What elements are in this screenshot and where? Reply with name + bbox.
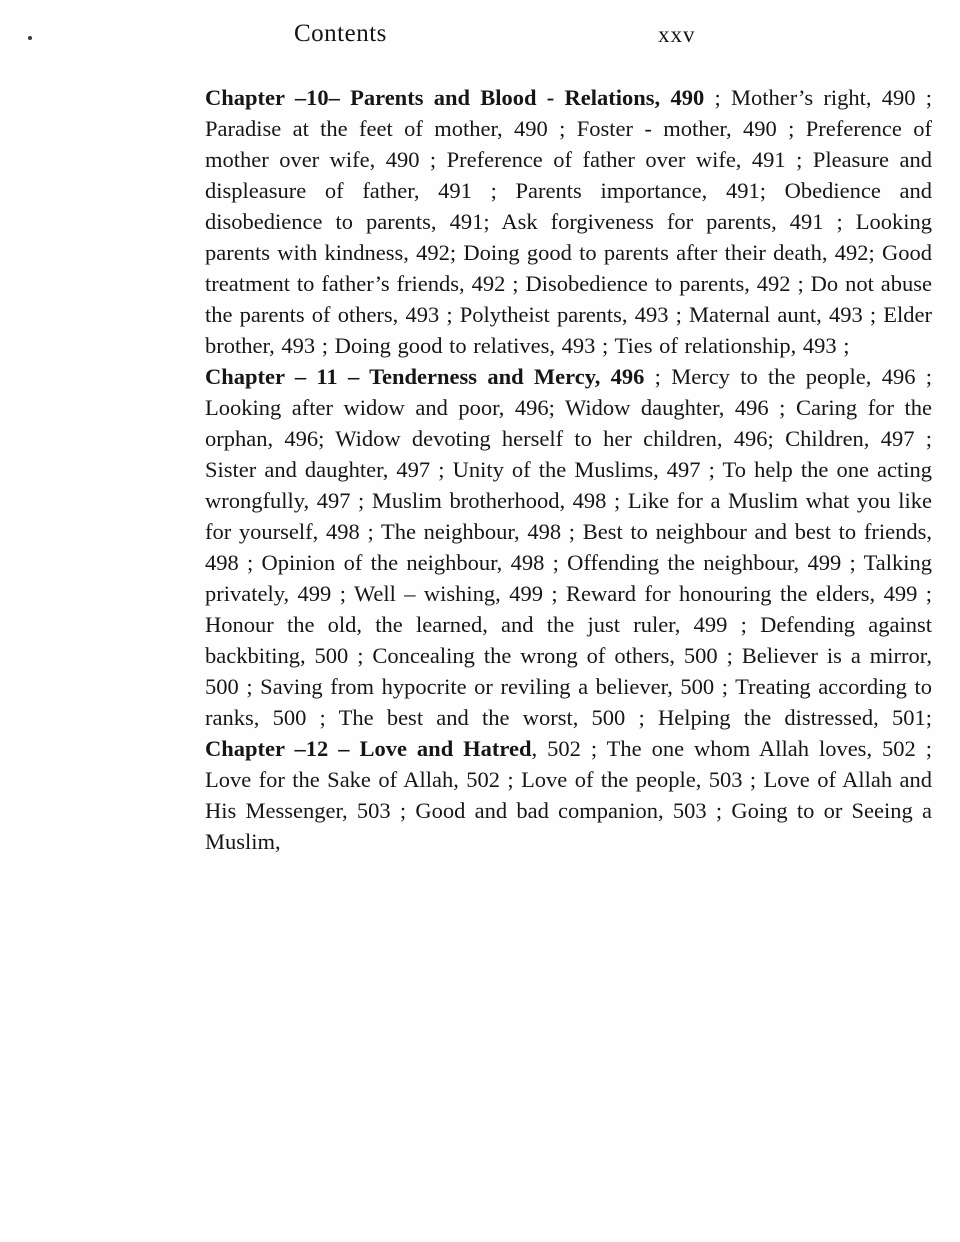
toc-entries-run: ; Mother’s right, 490 ; Paradise at the feet of mother, 490 ; Foster - mother, 490 ; Preference of mother over wife, 490 ; Preference of father over wife, 491 ; Pleasure and displeasure of father, 491 ; Parents importance, 491; Obedience and disobedience to parents, 491; Ask forgiveness for parents, 491 ; Looking parents with kindness, 492; Doing good to parents after their death, 492; Good treatment to father’s friends, 492 ; Disobedience to parents, 492 ; Do not abuse the parents of others, 493 ; Polytheist parents, 493 ; Maternal aunt, 493 ; Elder brother, 493 ; Doing good to relatives, 493 ; Ties of relationship, 493 ;	[205, 85, 932, 358]
page-number: xxv	[658, 22, 696, 47]
chapter-heading-run: Chapter –10– Parents and Blood - Relations, 490	[205, 85, 705, 110]
page-header-title: Contents	[294, 20, 387, 47]
toc-paragraph	[205, 82, 932, 361]
toc-entries-run: ; Mercy to the people, 496 ; Looking after widow and poor, 496; Widow daughter, 496 ; Caring for the orphan, 496; Widow devoting herself to her children, 496; Children, 497 ; Sister and daughter, 497 ; Unity of the Muslims, 497 ; To help the one acting wrongfully, 497 ; Muslim brotherhood, 498 ; Like for a Muslim what you like for yourself, 498 ; The neighbour, 498 ; Best to neighbour and best to friends, 498 ; Opinion of the neighbour, 498 ; Offending the neighbour, 499 ; Talking privately, 499 ; Well – wishing, 499 ; Reward for honouring the elders, 499 ; Honour the old, the learned, and the just ruler, 499 ; Defending against backbiting, 500 ; Concealing the wrong of others, 500 ; Believer is a mirror, 500 ; Saving from hypocrite or reviling a believer, 500 ; Treating according to ranks, 500 ; The best and the worst, 500 ; Helping the distressed, 501;	[205, 364, 932, 730]
toc-entries-run: , 502 ; The one whom Allah loves, 502 ; Love for the Sake of Allah, 502 ; Love of the people, 503 ; Love of Allah and His Messenger, 503 ; Good and bad companion, 503 ; Going to or Seeing a Muslim,	[205, 736, 932, 854]
chapter-heading-run: Chapter – 11 – Tenderness and Mercy, 496	[205, 364, 645, 389]
toc-paragraph	[205, 361, 932, 857]
scan-artifact-dot	[28, 36, 32, 40]
chapter-heading-run: Chapter –12 – Love and Hatred	[205, 736, 532, 761]
toc-body	[205, 82, 932, 857]
